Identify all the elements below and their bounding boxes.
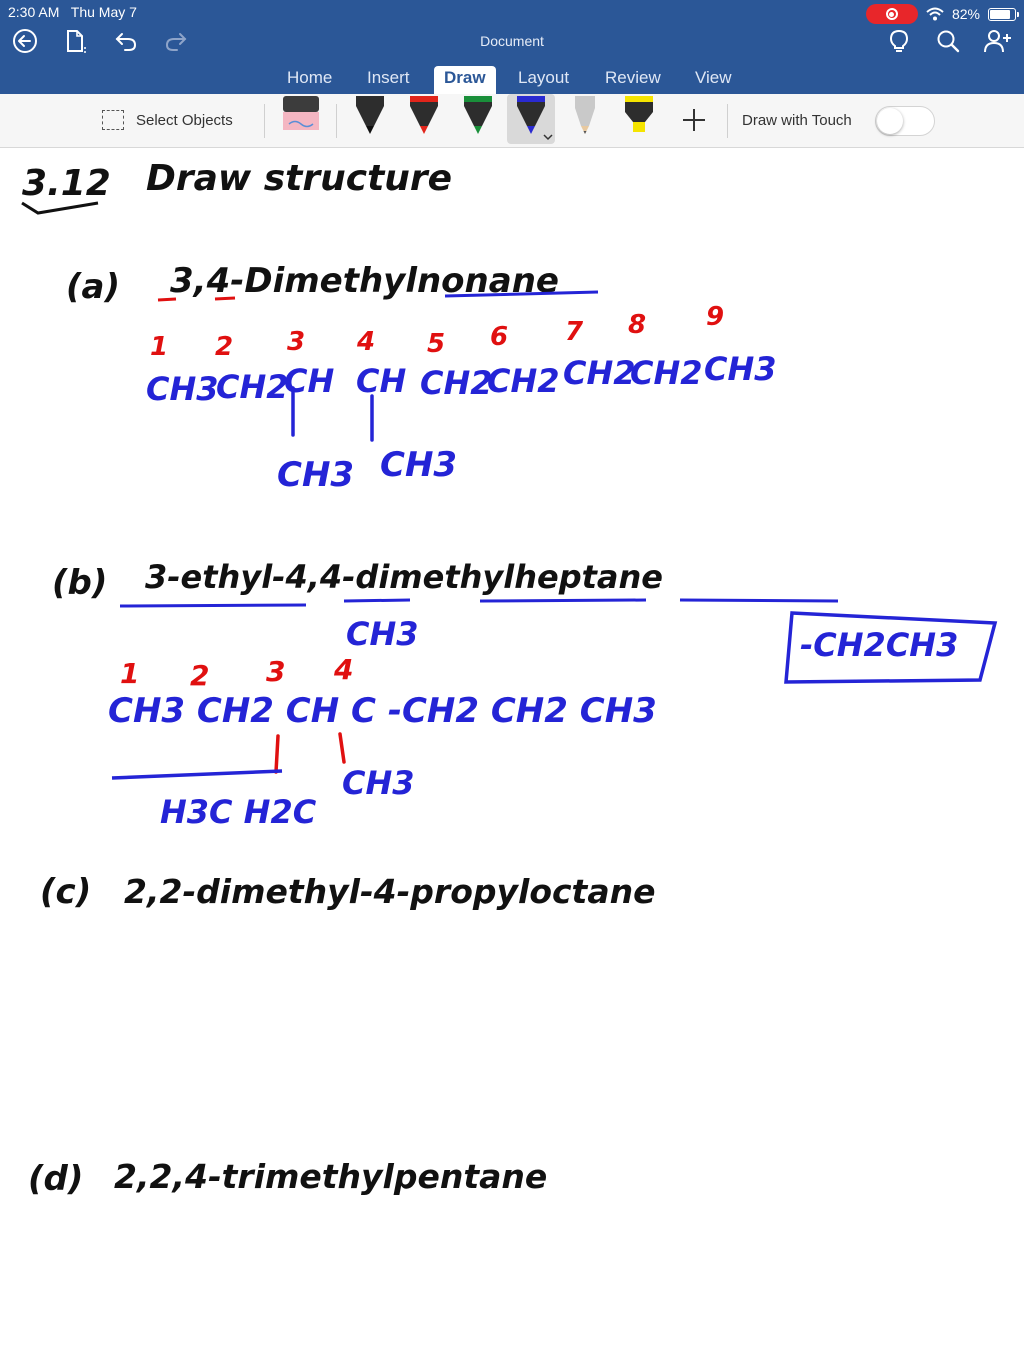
heading-text: Draw structure (146, 158, 453, 199)
clock-date: Thu May 7 (70, 4, 137, 20)
branch-bond (276, 734, 344, 772)
search-icon[interactable] (933, 26, 963, 56)
select-objects-label: Select Objects (136, 111, 233, 129)
plus-icon (680, 106, 708, 134)
branch-methyl: CH3 (277, 455, 355, 495)
chain-group: CH3 (146, 370, 219, 408)
carbon-number: 3 (287, 327, 306, 357)
tab-layout[interactable]: Layout (518, 68, 570, 87)
status-bar (8, 4, 1016, 22)
add-pen-button[interactable] (680, 106, 708, 134)
select-objects-button[interactable] (102, 110, 233, 130)
carbon-number: 2 (190, 659, 210, 692)
highlighter-tool[interactable] (615, 94, 663, 144)
carbon-number: 6 (490, 322, 509, 352)
carbon-number-row (150, 302, 724, 362)
chevron-down-icon (544, 135, 552, 139)
carbon-number: 2 (215, 332, 234, 362)
heading-number: 3.12 (22, 163, 111, 204)
part-c-label: (c) (40, 872, 92, 912)
boxed-ethyl-group: -CH2CH3 (800, 626, 959, 664)
carbon-number: 5 (427, 329, 446, 359)
draw-with-touch-label: Draw with Touch (742, 112, 852, 129)
status-indicators (866, 4, 1016, 24)
part-b-name: 3-ethyl-4,4-dimethylheptane (145, 558, 663, 596)
screen-recording-indicator[interactable] (866, 4, 918, 24)
draw-ribbon (0, 94, 1024, 148)
chain-group: CH2 (420, 364, 493, 402)
part-a-label: (a) (66, 267, 121, 307)
blue-pen-tool[interactable] (507, 94, 555, 144)
carbon-number: 4 (334, 653, 354, 686)
status-time (8, 4, 137, 20)
select-objects-icon (102, 110, 124, 130)
part-a-name: 3,4-Dimethylnonane (170, 261, 559, 301)
green-pen-tool[interactable] (454, 94, 502, 144)
battery-percent: 82% (951, 6, 980, 22)
toggle-knob (877, 108, 903, 134)
ribbon-divider (336, 104, 337, 138)
tab-draw[interactable]: Draw (434, 66, 496, 94)
part-d-label: (d) (28, 1159, 84, 1199)
carbon-number: 8 (628, 310, 647, 340)
name-underline (120, 600, 838, 606)
main-chain-row (146, 350, 777, 408)
black-pen-tool[interactable] (346, 94, 394, 144)
carbon-number: 9 (706, 302, 725, 332)
heading-underline (22, 203, 98, 213)
battery-fill (990, 10, 1010, 19)
red-pen-tool[interactable] (400, 94, 448, 144)
chain-group: CH2 (216, 368, 289, 406)
ribbon-tabs (0, 62, 1024, 94)
document-canvas[interactable] (0, 149, 1024, 1366)
part-d-name: 2,2,4-trimethylpentane (114, 1157, 548, 1196)
wifi-icon (926, 7, 944, 21)
carbon-number-row (120, 653, 353, 692)
record-icon (886, 8, 898, 20)
chain-group: CH2 (630, 354, 703, 392)
bottom-branch-methyl: CH3 (342, 764, 415, 802)
pencil-tool[interactable] (561, 94, 609, 144)
carbon-number: 1 (120, 657, 140, 690)
carbon-number: 1 (150, 332, 169, 362)
app-header (0, 0, 1024, 94)
clock-time: 2:30 AM (8, 4, 60, 20)
document-title: Document (480, 33, 544, 49)
draw-with-touch-toggle[interactable] (875, 106, 935, 136)
ribbon-divider (727, 104, 728, 138)
battery-icon (988, 8, 1016, 21)
carbon-number: 3 (266, 655, 286, 688)
top-branch-methyl: CH3 (346, 615, 419, 653)
part-c-name: 2,2-dimethyl-4-propyloctane (124, 872, 656, 911)
ethyl-bond (112, 771, 282, 778)
ribbon-divider (264, 104, 265, 138)
chain-group: CH2 (563, 354, 636, 392)
branch-methyl: CH3 (380, 445, 458, 485)
part-b-label: (b) (52, 563, 108, 603)
title-bar (0, 26, 1024, 56)
chain-group: CH (356, 362, 407, 400)
carbon-number: 4 (357, 327, 376, 357)
tab-view[interactable]: View (695, 68, 732, 87)
carbon-number: 7 (565, 317, 584, 347)
add-person-icon[interactable] (983, 26, 1013, 56)
chain-group: CH3 (704, 350, 777, 388)
main-chain: CH3 CH2 CH C -CH2 CH2 CH3 (108, 691, 657, 731)
tab-insert[interactable]: Insert (367, 68, 410, 87)
eraser-tool[interactable] (277, 94, 325, 144)
tab-review[interactable]: Review (605, 68, 661, 87)
lightbulb-icon[interactable] (884, 26, 914, 56)
ethyl-branch: H3C H2C (160, 793, 317, 831)
chain-group: CH (284, 362, 335, 400)
tab-home[interactable]: Home (287, 68, 333, 87)
chain-group: CH2 (487, 362, 560, 400)
